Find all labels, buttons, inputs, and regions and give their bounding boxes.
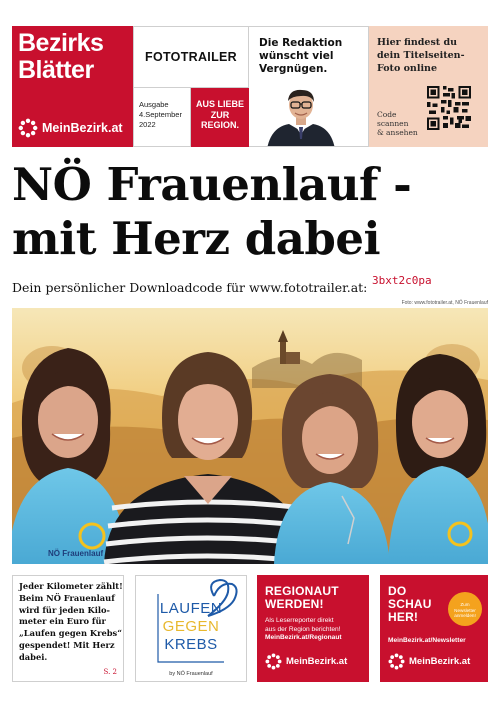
titelseiten-box [369, 26, 488, 147]
code-scan-hint: Code scannen & ansehen [377, 110, 418, 137]
redaktion-greeting: Die Redaktion wünscht viel Vergnügen. [259, 37, 343, 75]
newsletter-link[interactable]: MeinBezirk.at/Newsletter [388, 637, 466, 644]
meinbezirk-flower-icon [388, 653, 405, 670]
cover-photo [12, 308, 488, 564]
regionaut-link[interactable]: MeinBezirk.at/Regionaut [265, 634, 342, 641]
download-code[interactable]: 3bxt2c0pa [372, 274, 432, 287]
newsletter-card[interactable] [380, 575, 488, 682]
fototrailer-label: FOTOTRAILER [133, 26, 249, 88]
page-reference: S. 2 [103, 668, 117, 676]
cover-photo-illustration [12, 308, 488, 564]
lgk-line-gegen: GEGEN [162, 618, 220, 635]
regionaut-title: REGIONAUT WERDEN! [265, 584, 339, 611]
logo-meinbezirk: MeinBezirk.at [18, 118, 123, 138]
bezirksblaetter-logo [12, 26, 133, 147]
meinbezirk-flower-icon [18, 118, 38, 138]
meinbezirk-flower-icon [265, 653, 282, 670]
lgk-line-krebs: KREBS [164, 636, 218, 653]
slogan-box: AUS LIEBE ZUR REGION. [191, 88, 249, 147]
shirt-print-text: NÖ Frauenlauf [48, 549, 104, 558]
titelseiten-text: Hier findest du dein Titelseiten- Foto online [377, 37, 465, 74]
photo-credit: Foto: www.fototrailer.at, NÖ Frauenlauf [401, 300, 488, 306]
regionaut-card[interactable] [257, 575, 369, 682]
issue-info: Ausgabe 4.September 2022 [133, 88, 191, 147]
laufen-gegen-krebs-logo [135, 575, 247, 682]
editor-portrait [265, 87, 337, 147]
regionaut-body: Als Leserreporter direkt aus der Region berichten! MeinBezirk.at/Regionaut [265, 617, 342, 641]
lgk-line-laufen: LAUFEN [159, 600, 223, 617]
newsletter-meinbezirk: MeinBezirk.at [388, 653, 470, 670]
regionaut-meinbezirk: MeinBezirk.at [265, 653, 347, 670]
main-headline: NÖ Frauenlauf - mit Herz dabei [12, 158, 412, 265]
redaktion-box [249, 26, 369, 147]
story-teaser-text: Jeder Kilometer zählt! Beim NÖ Frauenlauf wird für jeden Kilo- meter ein Euro für „Laufen gegen Krebs“ gespendet! Mit Herz dabei. [19, 581, 123, 662]
logo-wordmark: Bezirks Blätter [18, 29, 104, 84]
newsletter-title: DO SCHAU HER! [388, 584, 432, 624]
story-teaser[interactable] [12, 575, 124, 682]
qr-code-icon[interactable] [427, 86, 471, 130]
lgk-byline: by NÖ Frauenlauf [169, 671, 213, 677]
newsletter-badge[interactable]: Zum Newsletter anmelden! [448, 592, 482, 626]
download-code-label: Dein persönlicher Downloadcode für www.fototrailer.at: [12, 280, 368, 295]
